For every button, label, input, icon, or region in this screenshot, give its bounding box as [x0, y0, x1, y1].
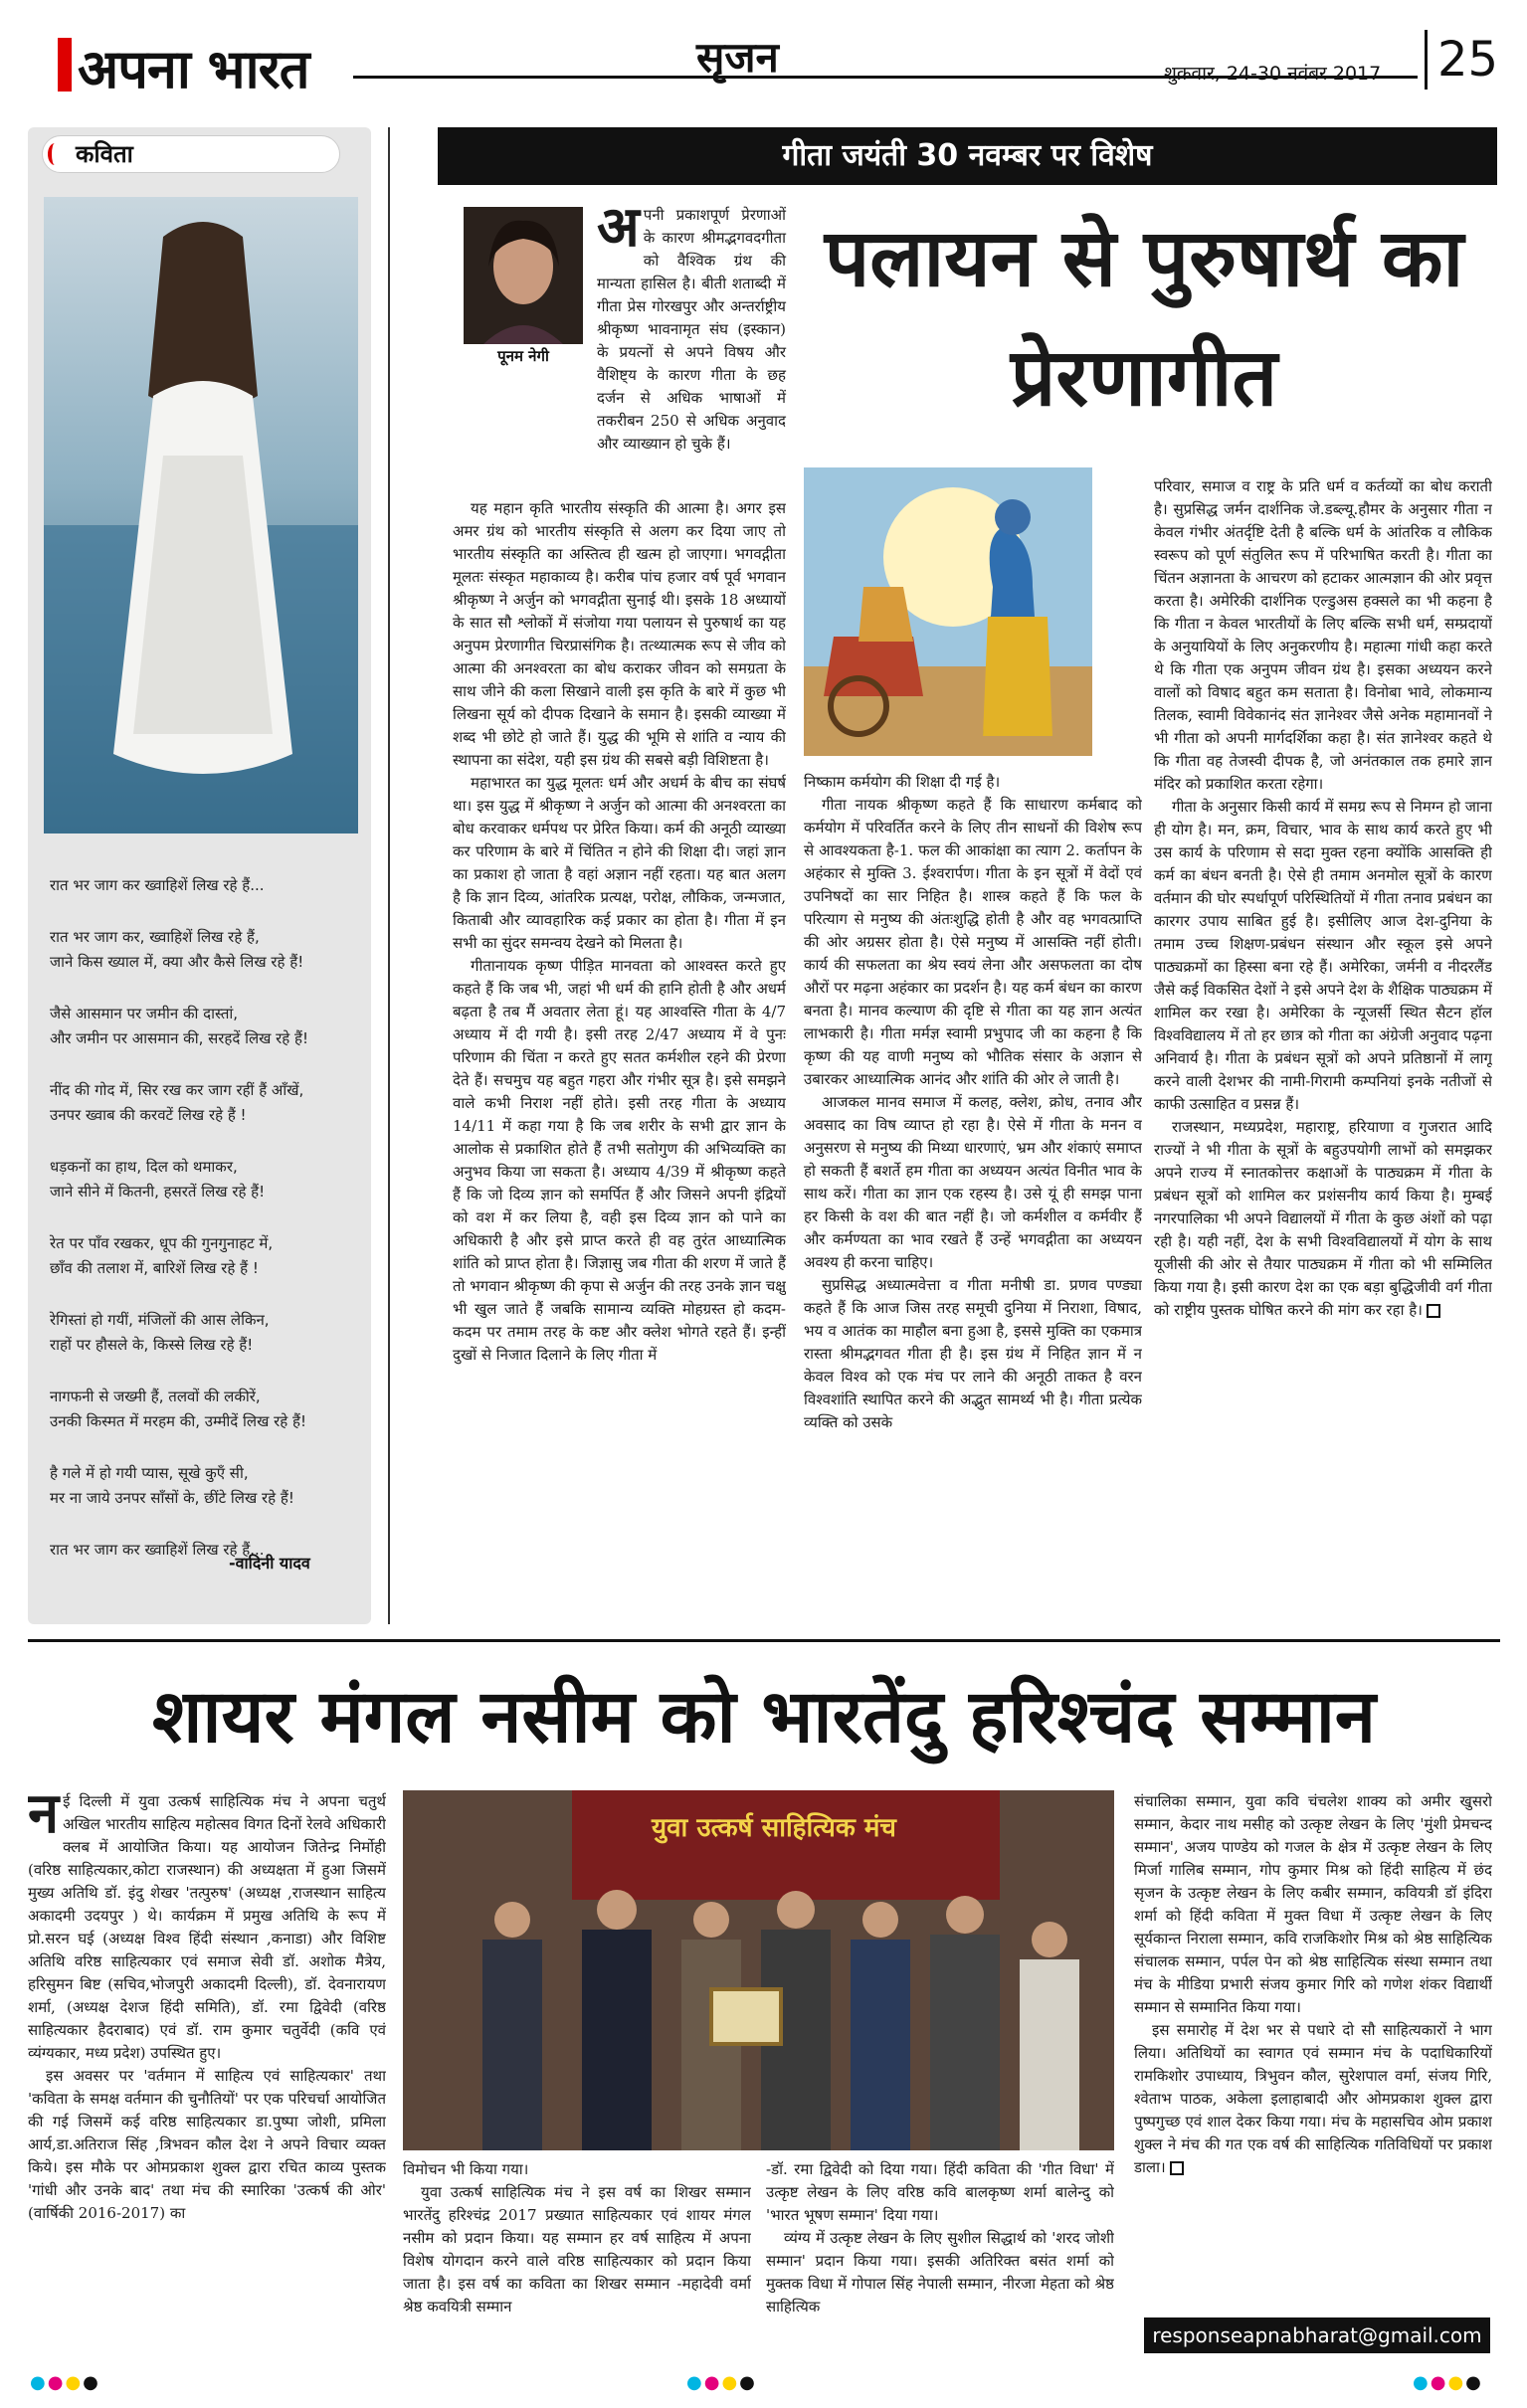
poem-section-tag [28, 127, 371, 179]
registration-marks-center: ●●●● [686, 2372, 757, 2393]
gita-column-3 [1154, 475, 1492, 1626]
article-paragraph: सुप्रसिद्ध अध्यात्मवेत्ता व गीता मनीषी डा. प्रणव पण्ड्या कहते हैं कि आज जिस तरह समूची दुनिया में निराशा, विषाद, भय व आतंक का माहौल बना हुआ है, इससे मुक्ति का एकमात्र रास्ता श्रीमद्भगवत गीता ही है। इस ग्रंथ में निहित ज्ञान में न केवल विश्व को एक मंच पर लाने की अनूठी ताकत है वरन विश्वशांति स्थापित करने की अद्भुत सामर्थ्य भी है। गीता प्रत्येक व्यक्ति को उसके [804, 1276, 1142, 1431]
poem-author: -वादिनी यादव [229, 1554, 310, 1573]
poem-stanza: नींद की गोद में, सिर रख कर जाग रहीं हैं आँखें, उनपर ख्वाब की करवटें लिख रहे हैं ! [50, 1081, 304, 1124]
gita-headline: पलायन से पुरुषार्थ का प्रेरणागीत [824, 212, 1464, 424]
poem-stanza: नागफनी से जख्मी हैं, तलवों की लकीरें, उनकी किस्मत में मरहम की, उम्मीदें लिख रहे हैं! [50, 1388, 306, 1430]
poem-stanza: रात भर जाग कर, ख्वाहिशें लिख रहे हैं, जाने किस ख्याल में, क्या और कैसे लिख रहे हैं! [50, 928, 304, 971]
poem-text [50, 873, 358, 1589]
article-paragraph: संचालिका सम्मान, युवा कवि चंचलेश शाक्य को अमीर खुसरो सम्मान, केदार नाथ मसीह को उत्कृष्ट लेखन के लिए 'मुंशी प्रेमचन्द सम्मान', अजय पाण्डेय को गजल के क्षेत्र में उत्कृष्ट लेखन के लिए मिर्जा गालिब सम्मान, गोप कुमार मिश्र को हिंदी साहित्य में छंद सृजन के उत्कृष्ट लेखन के लिए कबीर सम्मान, कवियत्री डॉ इंदिरा शर्मा को हिंदी कविता में मुक्त विधा में उत्कृष्ट लेखन के लिए सूर्यकान्त निराला सम्मान, कवि राजकिशोर मिश्र को श्रेष्ठ साहित्यिक संचालक सम्मान, पर्पल पेन को श्रेष्ठ साहित्यिक संस्था सम्मान तथा मंच के मीडिया प्रभारी संजय कुमार गिरि को गणेश शंकर विद्यार्थी सम्मान से सम्मानित किया गया। [1134, 1792, 1492, 2016]
end-mark-icon [1427, 1304, 1440, 1318]
registration-marks-left: ●●●● [30, 2372, 100, 2393]
article-paragraph: गीता नायक श्रीकृष्ण कहते हैं कि साधारण कर्मबाद को कर्मयोग में परिवर्तित करने के लिए तीन साधनों की विशेष रूप से आवश्यकता है-1. फल की आकांक्षा का त्याग 2. कर्तापन के अहंकार से मुक्ति 3. ईश्वरार्पण। गीता के इन सूत्रों में वेदों एवं उपनिषदों का सार निहित है। शास्त्र कहते हैं कि फल के परित्याग से मनुष्य की अंतःशुद्धि होती है और वह भगवत्प्राप्ति की ओर अग्रसर होता है। ऐसे मनुष्य में आसक्ति नहीं होती। कार्य की सफलता का श्रेय स्वयं लेना और असफलता का दोष औरों पर मढ़ना अहंकार का प्रदर्शन है। यह कर्म बंधन का कारण बनता है। मानव कल्याण की दृष्टि से गीता का यह ज्ञान अत्यंत लाभकारी है। गीता मर्मज्ञ स्वामी प्रभुपाद जी का कहना है कि कृष्ण की यह वाणी मनुष्य को भौतिक संसार के अज्ञान से उबारकर आध्यात्मिक आनंद और शांति की ओर ले जाती है। [804, 796, 1142, 1088]
article-paragraph: गीतानायक कृष्ण पीड़ित मानवता को आश्वस्त करते हुए कहते हैं कि जब भी, जहां भी धर्म की हानि होती है और अधर्म बढ़ता है तब मैं अवतार लेता हूं। यह आश्वस्ति गीता के 4/7 अध्याय में दी गयी है। इसी तरह 2/47 अध्याय में वे पुनः परिणाम की चिंता न करते हुए सतत कर्मशील रहने की प्रेरणा देते हैं। सचमुच यह बहुत गहरा और गंभीर सूत्र है। इसे समझने वाले कभी निराश नहीं होते। इसी तरह गीता के अध्याय 14/11 में कहा गया है कि जब शरीर के सभी द्वार ज्ञान के आलोक से प्रकाशित होते हैं तभी सतोगुण की अभिव्यक्ति का अनुभव किया जा सकता है। अध्याय 4/39 में श्रीकृष्ण कहते हैं कि जो दिव्य ज्ञान को समर्पित हैं और जिसने अपनी इंद्रियों को वश में कर लिया है, वही इस दिव्य ज्ञान को पाने का अधिकारी है और इसे प्राप्त करते ही वह तुरंत आध्यात्मिक शांति को प्राप्त होता है। जिज्ञासु जब गीता की शरण में जाते हैं तो भगवान श्रीकृष्ण की कृपा से अर्जुन की तरह उनके ज्ञान चक्षु भी खुल जाते हैं जबकि सामान्य व्यक्ति मोहग्रस्त हो कदम-कदम पर तमाम तरह के कष्ट और क्लेश भोगते रहते हैं। इन्हीं दुखों से निजात दिलाने के लिए गीता में [453, 957, 786, 1364]
registration-marks-right: ●●●● [1413, 2372, 1483, 2393]
end-mark-icon [1170, 2161, 1184, 2175]
article-paragraph: राजस्थान, मध्यप्रदेश, महाराष्ट्र, हरियाणा व गुजरात आदि राज्यों ने भी गीता के सूत्रों के बहुउपयोगी लाभों को समझकर अपने राज्य में स्नातकोत्तर कक्षाओं के पाठ्यक्रम में गीता के प्रबंधन सूत्रों को शामिल कर प्रशंसनीय कार्य किया है। मुम्बई नगरपालिका भी अपने विद्यालयों में गीता के कुछ अंशों को पढ़ा रही है। यही नहीं, देश के सभी विश्वविद्यालयों में योग के साथ यूजीसी की ओर से तैयार पाठ्यक्रम में गीता को भी सम्मिलित किया गया है। इसी कारण देश का एक बड़ा बुद्धिजीवी वर्ग गीता को राष्ट्रीय पुस्तक घोषित करने की मांग कर रहा है। [1154, 1118, 1492, 1319]
article-paragraph: निष्काम कर्मयोग की शिक्षा दी गई है। [804, 773, 1001, 791]
article-paragraph: गीता के अनुसार किसी कार्य में समग्र रूप से निमग्न हो जाना ही योग है। मन, क्रम, विचार, भाव के साथ कार्य करते हुए भी उस कार्य के परिणाम से सदा मुक्त रहना क्योंकि आसक्ति ही कर्म का बंधन बनती है। ऐसे ही तमाम अनमोल सूत्रों के कारण वर्तमान की घोर स्पर्धापूर्ण परिस्थितियों में गीता तनाव प्रबंधन का कारगर उपाय साबित हुई है। इसीलिए आज देश-दुनिया के तमाम उच्च शिक्षण-प्रबंधन संस्थान और स्कूल इसे अपने पाठ्यक्रमों का हिस्सा बना रहे हैं। अमेरिका, जर्मनी व नीदरलैंड जैसे कई विकसित देशों ने इसे अपने देश के शैक्षिक पाठ्यक्रम में शामिल कर रखा है। अमेरिका के न्यूजर्सी स्थित सैटन हॉल विश्वविद्यालय में तो हर छात्र को गीता का अंग्रेजी अनुवाद पढ़ना अनिवार्य है। गीता के प्रबंधन सूत्रों को अपने प्रतिष्ठानों में लागू करने वाली देशभर की नामी-गिरामी कम्पनियां इनके नतीजों से काफी उत्साहित व प्रसन्न हैं। [1154, 798, 1492, 1113]
article-paragraph: व्यंग्य में उत्कृष्ट लेखन के लिए सुशील सिद्धार्थ को 'शरद जोशी सम्मान' प्रदान किया गया। इसकी अतिरिक्त बसंत शर्मा को मुक्तक विधा में गोपाल सिंह नेपाली सम्मान, नीरजा मेहता को श्रेष्ठ साहित्यिक [766, 2229, 1114, 2315]
poem-stanza: रात भर जाग कर ख्वाहिशें लिख रहे हैं... [50, 1541, 265, 1559]
article-paragraph: आजकल मानव समाज में कलह, क्लेश, क्रोध, तनाव और अवसाद का विष व्याप्त हो रहा है। ऐसे में गीता के मनन व अनुसरण से मनुष्य की मिथ्या धारणाएं, भ्रम और शंकाएं समाप्त हो सकती हैं बशर्ते हम गीता का अध्ययन अत्यंत विनीत भाव के साथ करें। गीता का ज्ञान एक रहस्य है। उसे यूं ही समझ पाना हर किसी के वश की बात नहीं है। जो कर्मशील व कर्मवीर हैं और कर्मण्यता का भाव रखते हैं उन्हें भगवद्गीता का अध्ययन अवश्य ही करना चाहिए। [804, 1093, 1142, 1271]
poem-stanza: धड़कनों का हाथ, दिल को थमाकर, जाने सीने में कितनी, हसरतें लिख रहे हैं! [50, 1158, 266, 1201]
photo-banner-text: युवा उत्कर्ष साहित्यिक मंच [652, 1813, 896, 1843]
gita-banner: गीता जयंती 30 नवम्बर पर विशेष [438, 127, 1497, 185]
poem-stanza: रेगिस्तां हो गयीं, मंजिलों की आस लेकिन, राहों पर हौसले के, किस्से लिख रहे हैं! [50, 1311, 270, 1354]
dropcap: अ [597, 195, 640, 260]
award-column-1: नई दिल्ली में युवा उत्कर्ष साहित्यिक मंच ने अपना चतुर्थ अखिल भारतीय साहित्य महोत्सव विगत दिनों रेलवे अधिकारी क्लब में आयोजित किया। यह आयोजन जितेन्द्र निर्मोही (वरिष्ठ साहित्यकार,कोटा राजस्थान) की अध्यक्षता में हुआ जिसमें मुख्य अतिथि डॉ. इंदु शेखर 'तत्पुरुष' (अध्यक्ष ,राजस्थान साहित्य अकादमी उदयपुर ) थे। कार्यक्रम में प्रमुख अतिथि के रूप में प्रो.सरन घई (अध्यक्ष विश्व हिंदी संस्थान ,कनाडा) और विशिष्ट अतिथि वरिष्ठ साहित्यकार एवं समाज सेवी डॉ. अशोक मैत्रेय, हरिसुमन बिष्ट (सचिव,भोजपुरी अकादमी दिल्ली), डॉ. देवनारायण शर्मा, (अध्यक्ष देशज हिंदी समिति), डॉ. रमा द्विवेदी (वरिष्ठ साहित्यकार हैदराबाद) एवं डॉ. राम कुमार चतुर्वेदी (कवि एवं व्यंग्यकार, मध्य प्रदेश) उपस्थित हुए। इस अवसर पर 'वर्तमान में साहित्य एवं साहित्यकार' तथा 'कविता के समक्ष वर्तमान की चुनौतियों' पर एक परिचर्चा आयोजित की गई जिसमें कई वरिष्ठ साहित्यकार डा.पुष्पा जोशी, प्रमिला आर्य,डा.अतिराज सिंह ,त्रिभवन कौल देश ने अपने विचार व्यक्त किये। इस मौके पर ओमप्रकाश शुक्ल द्वारा रचित काव्य पुस्तक 'गांधी और उनके बाद' तथा मंच की स्मारिका 'उत्कर्ष की ओर' (वार्षिकी 2016-2017) का [28, 1790, 386, 2357]
poem-tag-label: कविता [76, 140, 133, 168]
dropcap: न [28, 1790, 60, 1846]
poem-illustration [44, 197, 358, 834]
contact-email[interactable]: responseapnabharat@gmail.com [1144, 2317, 1490, 2353]
award-column-4 [1134, 1790, 1492, 2308]
award-column-3 [766, 2158, 1114, 2357]
page-number: 25 [1425, 30, 1498, 90]
award-column-2 [403, 2158, 751, 2357]
poem-stanza: जैसे आसमान पर जमीन की दास्तां, और जमीन पर आसमान की, सरहदें लिख रहे हैं! [50, 1005, 309, 1047]
tag-bullet-icon [48, 143, 62, 165]
section-title: सृजन [696, 33, 779, 82]
author-byline: पूनम नेगी [497, 347, 549, 365]
logo-accent-bar [58, 38, 72, 92]
poem-stanza: रात भर जाग कर ख्वाहिशें लिख रहे हैं... [50, 876, 265, 894]
article-paragraph: महाभारत का युद्ध मूलतः धर्म और अधर्म के बीच का संघर्ष था। इस युद्ध में श्रीकृष्ण ने अर्जुन को आत्मा की अनश्वरता का बोध करवाकर धर्मपथ पर प्रेरित किया। कर्म की अनूठी व्याख्या कर परिणाम के बारे में चिंतित न होने की शिक्षा दी। जहां ज्ञान का प्रकाश हो जाता है वहां अज्ञान नहीं रहता। यह बात अलग है कि ज्ञान दिव्य, आंतरिक प्रत्यक्ष, परोक्ष, लौकिक, जन्मजात, किताबी और व्यावहारिक कई प्रकार का होता है। गीता में इन सभी का सुंदर समन्वय देखने को मिलता है। [453, 774, 786, 952]
article-paragraph: परिवार, समाज व राष्ट्र के प्रति धर्म व कर्तव्यों का बोध कराती है। सुप्रसिद्ध जर्मन दार्शनिक जे.डब्ल्यू.हौमर के अनुसार गीता न केवल गंभीर अंतर्दृष्टि देती है बल्कि धर्म के आंतरिक व लौकिक स्वरूप को पूर्ण संतुलित रूप में परिभाषित करती है। गीता का चिंतन अज्ञानता के आचरण को हटाकर आत्मज्ञान की ओर प्रवृत्त करता है। अमेरिकी दार्शनिक एल्डुअस हक्सले का भी कहना है कि गीता न केवल भारतीयों के लिए बल्कि सभी धर्म, सम्प्रदायों के अनुयायियों के लिए अनुकरणीय है। महात्मा गांधी कहा करते थे कि गीता एक अनुपम जीवन ग्रंथ है। इसका अध्ययन करने वालों को विषाद बहुत कम सताता है। विनोबा भावे, लोकमान्य तिलक, स्वामी विवेकानंद संत ज्ञानेश्वर जैसे अनेक महामानवों ने भी गीता को अपनी मार्गदर्शिका कहा है। संत ज्ञानेश्वर कहते थे कि गीता वह तेजस्वी दीपक है, जो अनंतकाल तक हमारे ज्ञान मंदिर को प्रकाशित करता रहेगा। [1154, 477, 1492, 793]
poem-stanza: रेत पर पाँव रखकर, धूप की गुनगुनाहट में, छाँव की तलाश में, बारिशें लिख रहे हैं ! [50, 1234, 274, 1277]
gita-column-1 [453, 497, 786, 1626]
column-divider [388, 127, 390, 1624]
section-divider [28, 1639, 1500, 1642]
award-ceremony-photo [403, 1790, 1114, 2150]
article-paragraph: युवा उत्कर्ष साहित्यिक मंच ने इस वर्ष का शिखर सम्मान भारतेंदु हरिश्चंद्र 2017 प्रख्यात साहित्यकार एवं शायर मंगल नसीम को प्रदान किया। यह सम्मान हर वर्ष साहित्य में अपना विशेष योगदान करने वाले वरिष्ठ साहित्यकार को प्रदान किया जाता है। इस वर्ष का कविता का शिखर सम्मान -महादेवी वर्मा श्रेष्ठ कवयित्री सम्मान [403, 2183, 751, 2315]
gita-column-2 [804, 771, 1142, 1626]
article-paragraph: इस समारोह में देश भर से पधारे दो सौ साहित्यकारों ने भाग लिया। अतिथियों का स्वागत एवं सम्मान मंच के पदाधिकारियों रामकिशोर उपाध्याय, त्रिभुवन कौल, सुरेशपाल वर्मा, संजय गिरि, श्वेताभ पाठक, अकेला इलाहाबादी और ओमप्रकाश शुक्ल द्वारा पुष्पगुच्छ एवं शाल देकर किया गया। मंच के महासचिव ओम प्रकाश शुक्ल ने मंच की गत एक वर्ष की साहित्यिक गतिविधियों पर प्रकाश डाला। [1134, 2021, 1492, 2176]
issue-date: शुक्रवार, 24-30 नवंबर 2017 [1164, 63, 1382, 85]
article-paragraph: यह महान कृति भारतीय संस्कृति की आत्मा है। अगर इस अमर ग्रंथ को भारतीय संस्कृति से अलग कर दिया जाए तो भारतीय संस्कृति का अस्तित्व ही खत्म हो जाएगा। भगवद्गीता मूलतः संस्कृत महाकाव्य है। करीब पांच हजार वर्ष पूर्व भगवान श्रीकृष्ण ने अर्जुन को भगवद्गीता सुनाई थी। इसके 18 अध्यायों के सात सौ श्लोकों में संजोया गया पलायन से पुरुषार्थ का यह अनुपम प्रेरणागीत चिरप्रासंगिक है। तत्थ्यात्मक रूप से जीव को आत्मा की अनश्वरता का बोध कराकर जीवन को समग्रता के साथ जीने की कला सिखाने वाली इस कृति के बारे में कुछ भी लिखना सूर्य को दीपक दिखाने के समान है। इसकी व्याख्या में शब्द भी छोटे हो जाते हैं। युद्ध की भूमि से शांति व न्याय की स्थापना का संदेश, यही इस ग्रंथ की सबसे बड़ी विशिष्टता है। [453, 499, 786, 769]
poem-stanza: है गले में हो गयी प्यास, सूखे कुएँ सी, मर ना जाये उनपर साँसों के, छींटे लिख रहे हैं! [50, 1464, 294, 1507]
award-headline: शायर मंगल नसीम को भारतेंदु हरिश्चंद सम्मान [152, 1674, 1376, 1760]
article-paragraph: विमोचन भी किया गया। [403, 2160, 529, 2178]
newspaper-logo: अपना भारत [78, 38, 309, 100]
gita-intro: अपनी प्रकाशपूर्ण प्रेरणाओं के कारण श्रीमद्भगवदगीता को वैश्विक ग्रंथ की मान्यता हासिल है। बीती शताब्दी में गीता प्रेस गोरखपुर और अन्तर्राष्ट्रीय श्रीकृष्ण भावनामृत संघ (इस्कान) के प्रयत्नों से अपने विषय और वैशिष्ट्य के कारण गीता के छह दर्जन से अधिक भाषाओं में तकरीबन 250 से अधिक अनुवाद और व्याख्यान हो चुके हैं। [597, 195, 786, 453]
author-photo [464, 207, 583, 344]
article-paragraph: इस अवसर पर 'वर्तमान में साहित्य एवं साहित्यकार' तथा 'कविता के समक्ष वर्तमान की चुनौतियों' पर एक परिचर्चा आयोजित की गई जिसमें कई वरिष्ठ साहित्यकार डा.पुष्पा जोशी, प्रमिला आर्य,डा.अतिराज सिंह ,त्रिभवन कौल देश ने अपने विचार व्यक्त किये। इस मौके पर ओमप्रकाश शुक्ल द्वारा रचित काव्य पुस्तक 'गांधी और उनके बाद' तथा मंच की स्मारिका 'उत्कर्ष की ओर' (वार्षिकी 2016-2017) का [28, 2067, 386, 2222]
krishna-arjuna-illustration [804, 467, 1092, 756]
article-paragraph: -डॉ. रमा द्विवेदी को दिया गया। हिंदी कविता की 'गीत विधा' में उत्कृष्ट लेखन के लिए वरिष्ठ कवि बालकृष्ण शर्मा बालेन्दु को 'भारत भूषण सम्मान' दिया गया। [766, 2160, 1114, 2224]
